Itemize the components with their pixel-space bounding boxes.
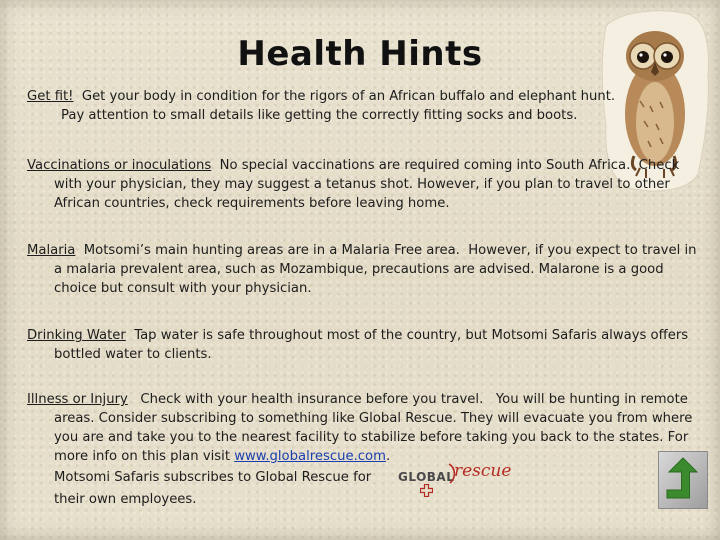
section-heading: Drinking Water — [27, 328, 126, 343]
section-heading: Illness or Injury — [27, 392, 128, 407]
section-first-line — [27, 390, 692, 409]
section-text: areas. Consider subscribing to something like Global Rescue. They will evacuate you from where — [54, 411, 693, 426]
section-text: Tap water is safe throughout most of the country, but Motsomi Safaris always offers — [125, 328, 689, 343]
section-heading: Malaria — [27, 243, 76, 258]
section-text: with your physician, they may suggest a tetanus shot. However, if you plan to travel to other — [54, 177, 670, 192]
section-drinking-water — [27, 326, 692, 364]
section-heading: Get fit! — [27, 89, 74, 104]
section-text: more info on this plan visit — [54, 449, 235, 464]
section-text: Motsomi Safaris subscribes to Global Rescue for — [54, 470, 372, 485]
logo-global-text: GLOBAL — [398, 470, 455, 484]
section-text: a malaria prevalent area, such as Mozambique, precautions are advised. Malarone is a good — [54, 262, 664, 277]
page-title: Health Hints — [237, 34, 483, 74]
section-text: their own employees. — [54, 492, 197, 507]
section-illness-injury — [27, 390, 692, 509]
globalrescue-link[interactable]: www.globalrescue.com — [234, 449, 386, 464]
section-get-fit — [27, 87, 692, 125]
section-text: bottled water to clients. — [54, 347, 212, 362]
medical-cross-icon — [420, 484, 433, 497]
section-first-line — [27, 87, 692, 106]
return-arrow-icon[interactable] — [658, 451, 708, 509]
section-text: choice but consult with your physician. — [54, 281, 312, 296]
section-text: Get your body in condition for the rigors of an African buffalo and elephant hunt. — [73, 89, 616, 104]
section-vaccinations — [27, 156, 692, 213]
section-heading: Vaccinations or inoculations — [27, 158, 212, 173]
section-text: Pay attention to small details like getting the correctly fitting socks and boots. — [61, 108, 578, 123]
section-first-line — [27, 156, 692, 175]
section-text: . — [385, 449, 391, 464]
section-text: Check with your health insurance before you travel. You will be hunting in remote — [127, 392, 688, 407]
section-link-line — [27, 447, 692, 466]
section-first-line — [27, 326, 692, 345]
section-text: you are and take you to the nearest facility to stabilize before taking you back to the states. For — [54, 430, 689, 445]
section-text: African countries, check requirements before leaving home. — [54, 196, 450, 211]
global-rescue-logo — [396, 460, 512, 500]
section-text: Motsomi’s main hunting areas are in a Malaria Free area. However, if you expect to travel in — [75, 243, 697, 258]
section-first-line — [27, 241, 697, 260]
logo-rescue-text: rescue — [454, 461, 512, 481]
section-malaria — [27, 241, 697, 298]
section-text: No special vaccinations are required coming into South Africa. Check — [211, 158, 680, 173]
